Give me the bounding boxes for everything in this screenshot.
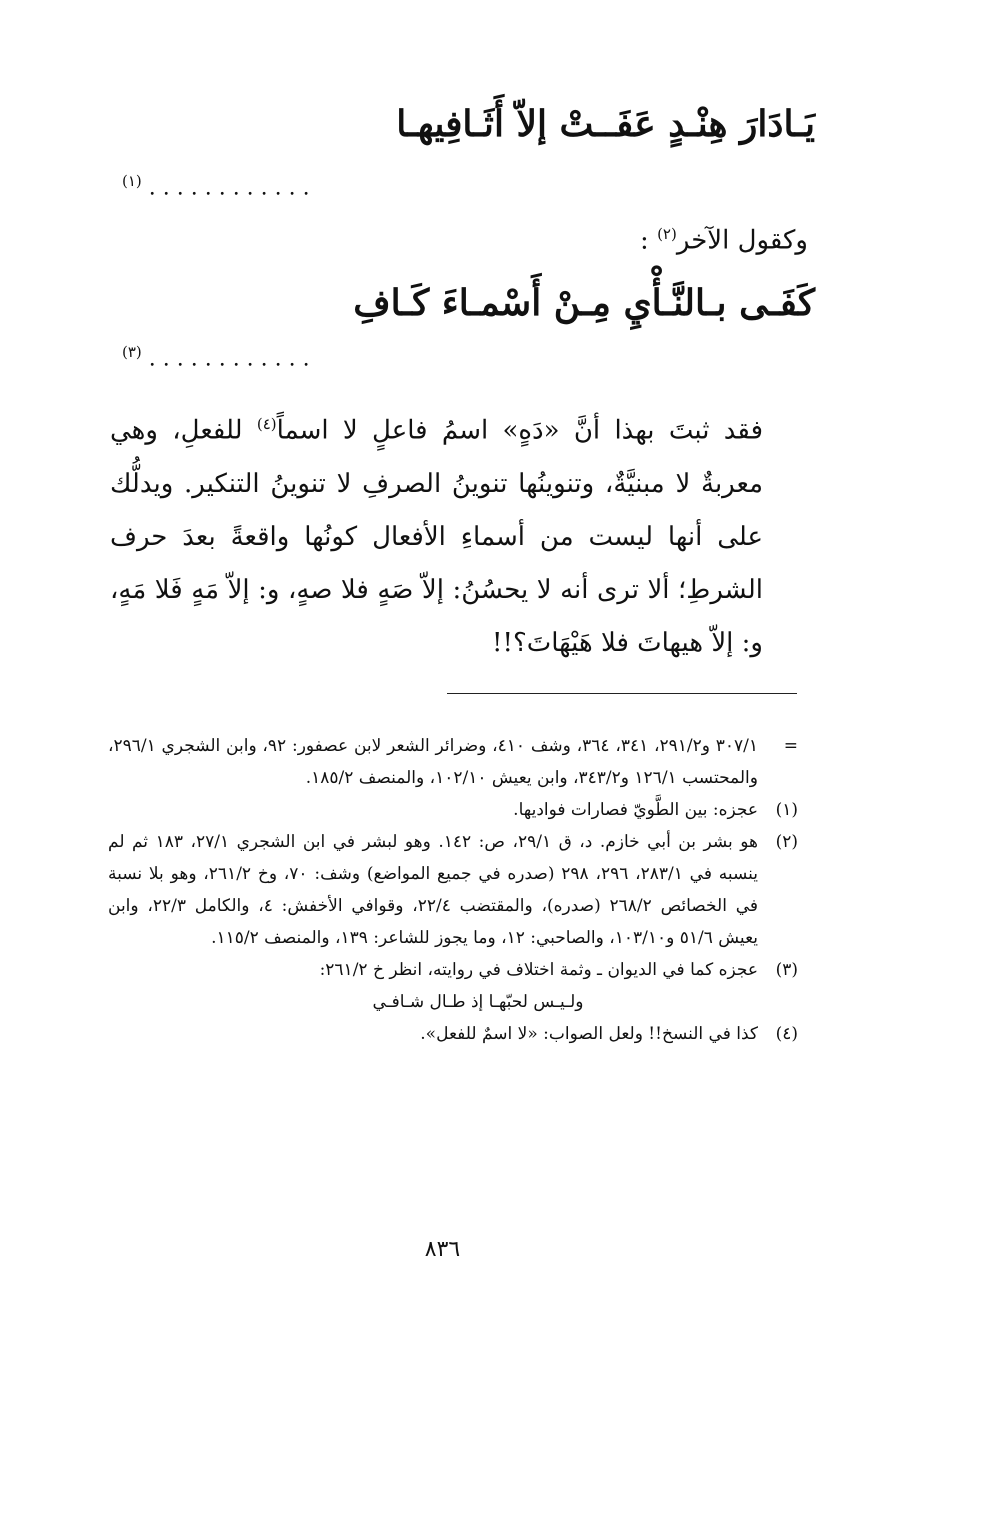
paragraph-part-1: فقد ثبتَ بهذا أنَّ «دَهٍ» اسمُ فاعلٍ لا اسماً	[276, 415, 763, 446]
footnote-3	[108, 954, 798, 1018]
footnote-continued	[108, 730, 798, 794]
intro-line	[640, 225, 808, 256]
footnotes	[108, 730, 798, 1050]
footnote-separator	[447, 693, 797, 694]
verse-1-text: يَـادَارَ هِنْـدٍ عَفَــتْ إلاّ أَثَـافِيهـا	[396, 103, 815, 145]
footnote-4-text: كذا في النسخ!! ولعل الصواب: «لا اسمٌ للفعل».	[420, 1024, 758, 1044]
footnote-1-number: (١)	[775, 800, 798, 820]
paragraph-part-2: للفعلِ، وهي معربةٌ لا مبنيَّةٌ، وتنوينُها تنوينُ الصرفِ لا تنوينُ التنكير. ويدلُّك على أنها ليست من أسماءِ الأفعال كونُها واقعةً بعدَ حرف الشرطِ؛ ألا ترى أنه لا يحسُنُ: إلاّ صَهٍ فلا صهٍ، و: إلاّ مَهٍ فَلا مَهٍ، و: إلاّ هيهاتَ فلا هَيْهَاتَ؟!!	[110, 415, 763, 658]
footnote-1-text: عجزه: بين الطَّويّ فصارات فواديها.	[513, 800, 758, 820]
continued-mark: =	[783, 736, 798, 756]
footnote-ref-1: (١)	[122, 172, 142, 190]
verse-2-text: كَفَـى بـالنَّـأْيِ مِـنْ أَسْمـاءَ كَـافِ	[353, 282, 815, 324]
footnote-1	[108, 794, 798, 826]
footnote-ref-4: (٤)	[256, 415, 277, 433]
verse-1-line	[396, 103, 815, 145]
footnote-3-body	[108, 954, 758, 1018]
footnote-3-verse: ولـيـس لحبّهـا إذ طـال شـافـي	[372, 992, 584, 1012]
footnote-4-number: (٤)	[775, 1024, 798, 1044]
footnote-3-text: عجزه كما في الديوان ـ وثمة اختلاف في روايته، انظر خ ٢٦١/٢:	[319, 960, 758, 980]
verse-2-ellipsis	[118, 343, 310, 371]
footnote-2-text: هو بشر بن أبي خازم. د، ق ٢٩/١، ص: ١٤٢. وهو لبشر في ابن الشجري ٢٧/١، ١٨٣ ثم لم ينسبه في ٢٨٣/١، ٢٩٦، ٢٩٨ (صدره في جميع المواضع) وشف: ٧٠، وخ ٢٦١/٢، وهو بلا نسبة في الخصائص ٢٦٨/٢ (صدره)، والمقتضب ٢٢/٤، وقوافي الأخفش: ٤، والكامل ٢٢/٣، وابن يعيش ٥١/٦ و١٠٣/١٠، والصاحبي: ١٢، وما يجوز للشاعر: ١٣٩، والمنصف ١١٥/٢.	[108, 832, 759, 948]
verse-2-dots: . . . . . . . . . . . .	[148, 346, 310, 372]
intro-text: وكقول الآخر	[676, 225, 808, 256]
page-number: ٨٣٦	[424, 1237, 461, 1262]
verse-2-line	[353, 282, 815, 324]
footnote-ref-3: (٣)	[122, 343, 142, 361]
intro-colon: :	[640, 225, 649, 256]
verse-1-dots: . . . . . . . . . . . .	[148, 175, 310, 201]
footnote-4	[108, 1018, 798, 1050]
footnote-ref-2: (٢)	[657, 225, 677, 243]
verse-1-ellipsis	[118, 172, 310, 200]
footnote-2-number: (٢)	[775, 832, 798, 852]
footnote-2	[108, 826, 798, 954]
footnote-3-number: (٣)	[775, 960, 798, 980]
main-paragraph	[110, 398, 807, 670]
continued-text: ٣٠٧/١ و٢٩١/٢، ٣٤١، ٣٦٤، وشف ٤١٠، وضرائر الشعر لابن عصفور: ٩٢، وابن الشجري ٢٩٦/١، والمحتسب ١٢٦/١ و٣٤٣/٢، وابن يعيش ١٠٢/١٠، والمنصف ١٨٥/٢.	[108, 736, 759, 788]
